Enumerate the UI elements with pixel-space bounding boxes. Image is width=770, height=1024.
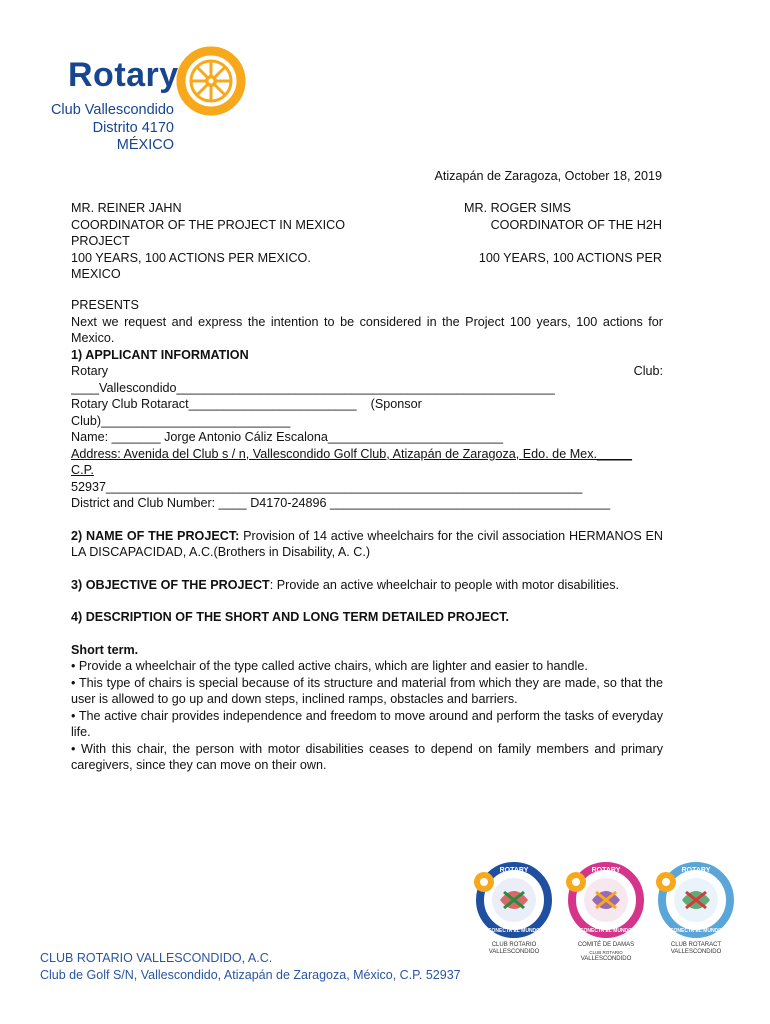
badge-1-caption-1: CLUB ROTARIO — [491, 942, 537, 948]
section-2-text: Provision of 14 active wheelchairs for the civil association HERMANOS EN LA DISCAPACIDAD, A.C.(Brothers in Disability, A. C.) — [71, 528, 663, 559]
presents-line: PRESENTS — [71, 298, 139, 312]
recipient-left-title: COORDINATOR OF THE PROJECT IN MEXICO — [71, 217, 346, 232]
spacer — [402, 233, 662, 250]
section-3-label: 3) OBJECTIVE OF THE PROJECT — [71, 577, 270, 592]
address-field: Address: Avenida del Club s / n, Vallescondido Golf Club, Atizapán de Zaragoza, Edo. de Mex._____ — [71, 446, 633, 461]
recipient-right-title: COORDINATOR OF THE H2H — [490, 217, 662, 232]
bullet-1: • Provide a wheelchair of the type called active chairs, which are lighter and easier to handle. — [71, 659, 588, 673]
recipient-right-project: 100 YEARS, 100 ACTIONS PER — [478, 250, 662, 265]
badge-2-caption-3: VALLESCONDIDO — [580, 956, 632, 962]
badge-rotaract-club — [652, 862, 740, 956]
district-club-number-field: District and Club Number: ____ D4170-24896 ________________________________________ — [71, 496, 611, 510]
badge-3-tag: CONECTA EL MUNDO — [669, 928, 723, 934]
badge-3-caption — [652, 942, 740, 956]
badge-1-ring-text: ROTARY — [499, 867, 529, 874]
badge-rotaract-club-icon — [652, 862, 740, 938]
badge-2-caption-2: CLUB ROTARIO — [589, 950, 623, 955]
rotary-wheel-icon — [176, 46, 246, 116]
short-term-heading: Short term. — [71, 642, 139, 657]
badge-3-ring-text: ROTARY — [681, 867, 711, 874]
badge-2-caption — [562, 942, 650, 963]
section-3-paragraph — [71, 577, 663, 594]
badge-1-caption — [470, 942, 558, 956]
applicant-name-field: Name: _______ Jorge Antonio Cáliz Escalona_________________________ — [71, 430, 504, 444]
badge-rotary-club-icon — [470, 862, 558, 938]
badge-ladies-committee-icon — [562, 862, 650, 938]
recipient-right-name: MR. ROGER SIMS — [464, 201, 572, 215]
section-2-paragraph — [71, 528, 663, 561]
letter-footer — [40, 950, 461, 984]
club-label: Club: — [633, 364, 663, 378]
bullet-3: • The active chair provides independence and freedom to move around and perform the tasks of everyday life. — [71, 708, 663, 739]
recipient-left-name: MR. REINER JAHN — [71, 201, 182, 215]
badge-3-caption-2: VALLESCONDIDO — [670, 949, 722, 955]
rotary-label: Rotary — [71, 364, 109, 378]
letter-body — [71, 297, 663, 774]
badge-rotary-club — [470, 862, 558, 956]
badge-3-caption-1: CLUB ROTARACT — [670, 942, 722, 948]
bullet-4: • With this chair, the person with motor disabilities ceases to depend on family members and primary caregivers, since they can move on their own. — [71, 741, 663, 772]
cp-label: C.P. — [71, 463, 94, 477]
zip-field: 52937____________________________________________________________________ — [71, 479, 583, 494]
recipient-left-country: MEXICO — [71, 267, 121, 281]
section-4-heading: 4) DESCRIPTION OF THE SHORT AND LONG TERM DETAILED PROJECT. — [71, 610, 510, 624]
section-3-text: : Provide an active wheelchair to people with motor disabilities. — [269, 577, 620, 592]
letter-date: Atizapán de Zaragoza, October 18, 2019 — [434, 169, 662, 183]
badge-1-caption-2: VALLESCONDIDO — [488, 949, 540, 955]
bullet-2: • This type of chairs is special because of its structure and material from which they are made, so that the user is allowed to go up and down steps, inclined ramps, obstacles and barriers. — [71, 675, 663, 706]
badge-2-ring-text: ROTARY — [591, 867, 621, 874]
badge-2-caption-1: COMITÉ DE DAMAS — [577, 942, 635, 948]
badge-2-tag: CONECTA EL MUNDO — [579, 928, 633, 934]
intro-paragraph: Next we request and express the intention to be considered in the Project 100 years, 100 actions for Mexico. — [71, 314, 663, 345]
section-1-heading: 1) APPLICANT INFORMATION — [71, 347, 249, 362]
recipient-left-project-name: 100 YEARS, 100 ACTIONS PER MEXICO. — [71, 250, 311, 265]
logo-club-name: Club Vallescondido — [50, 102, 174, 118]
badge-ladies-committee — [562, 862, 650, 963]
footer-club-name: CLUB ROTARIO VALLESCONDIDO, A.C. — [40, 951, 273, 965]
sponsor-club-field: Club)___________________________ — [71, 413, 291, 428]
footer-address: Club de Golf S/N, Vallescondido, Atizapán de Zaragoza, México, C.P. 52937 — [40, 968, 461, 982]
logo-country: MÉXICO — [116, 137, 174, 153]
logo-district: Distrito 4170 — [92, 120, 174, 136]
section-2-label: 2) NAME OF THE PROJECT: — [71, 528, 240, 543]
logo-wordmark: Rotary — [68, 56, 179, 94]
recipient-right — [402, 200, 662, 266]
club-name-field: ____Vallescondido______________________________________________________ — [71, 380, 555, 395]
rotary-club-row — [71, 363, 663, 380]
recipient-left-project: PROJECT — [71, 234, 130, 248]
rotary-logo — [52, 44, 252, 154]
rotaract-field: Rotary Club Rotaract________________________ (Sponsor — [71, 397, 422, 411]
club-badges — [470, 862, 740, 972]
recipient-left — [71, 200, 391, 283]
badge-1-tag: CONECTA EL MUNDO — [487, 928, 541, 934]
